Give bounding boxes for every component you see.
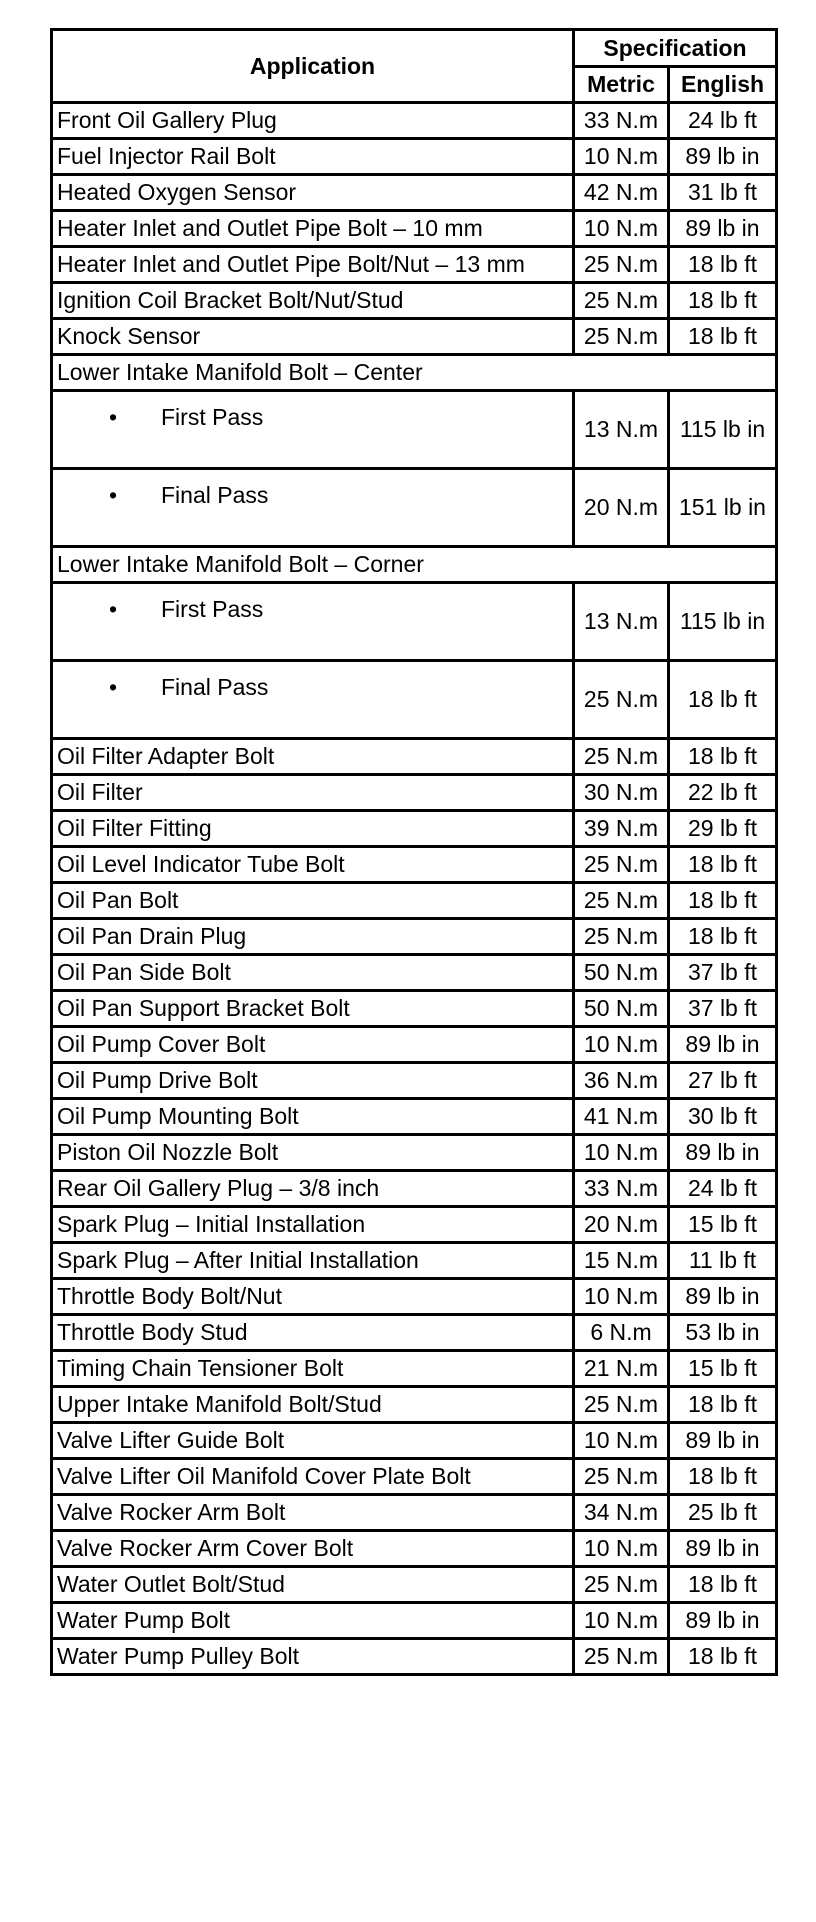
- application-cell: Water Outlet Bolt/Stud: [52, 1567, 574, 1603]
- english-value: 27 lb ft: [669, 1063, 777, 1099]
- table-row: [52, 1315, 777, 1351]
- application-cell: Oil Pan Drain Plug: [52, 919, 574, 955]
- section-row: [52, 547, 777, 583]
- metric-value: 10 N.m: [574, 1423, 669, 1459]
- metric-value: 20 N.m: [574, 1207, 669, 1243]
- application-cell: Front Oil Gallery Plug: [52, 103, 574, 139]
- english-value: 18 lb ft: [669, 1459, 777, 1495]
- english-value: 18 lb ft: [669, 1387, 777, 1423]
- table-row: [52, 955, 777, 991]
- header-specification: Specification: [574, 30, 777, 67]
- header-english: English: [669, 67, 777, 103]
- table-row: [52, 1423, 777, 1459]
- application-cell: Oil Filter Adapter Bolt: [52, 739, 574, 775]
- torque-spec-table: [50, 28, 778, 1676]
- english-value: 89 lb in: [669, 139, 777, 175]
- bullet-icon: •: [109, 482, 118, 508]
- table-row: [52, 211, 777, 247]
- table-row: [52, 1135, 777, 1171]
- metric-value: 15 N.m: [574, 1243, 669, 1279]
- table-row: [52, 1171, 777, 1207]
- table-row: [52, 1459, 777, 1495]
- metric-value: 39 N.m: [574, 811, 669, 847]
- english-value: 15 lb ft: [669, 1351, 777, 1387]
- bullet-icon: •: [109, 674, 118, 700]
- application-cell: Oil Level Indicator Tube Bolt: [52, 847, 574, 883]
- metric-value: 25 N.m: [574, 739, 669, 775]
- english-value: 18 lb ft: [669, 661, 777, 739]
- application-cell: Oil Pump Mounting Bolt: [52, 1099, 574, 1135]
- english-value: 89 lb in: [669, 1603, 777, 1639]
- metric-value: 21 N.m: [574, 1351, 669, 1387]
- metric-value: 25 N.m: [574, 1567, 669, 1603]
- header-metric: Metric: [574, 67, 669, 103]
- table-row: [52, 1531, 777, 1567]
- english-value: 30 lb ft: [669, 1099, 777, 1135]
- english-value: 18 lb ft: [669, 283, 777, 319]
- application-cell: Piston Oil Nozzle Bolt: [52, 1135, 574, 1171]
- sub-row: [52, 583, 777, 661]
- table-row: [52, 1495, 777, 1531]
- metric-value: 10 N.m: [574, 1135, 669, 1171]
- table-header: [52, 30, 777, 103]
- english-value: 15 lb ft: [669, 1207, 777, 1243]
- english-value: 89 lb in: [669, 1027, 777, 1063]
- application-cell: Oil Pan Support Bracket Bolt: [52, 991, 574, 1027]
- table-row: [52, 1243, 777, 1279]
- english-value: 89 lb in: [669, 1423, 777, 1459]
- english-value: 115 lb in: [669, 583, 777, 661]
- header-application: Application: [52, 30, 574, 103]
- application-cell: Knock Sensor: [52, 319, 574, 355]
- sub-application-label: First Pass: [161, 404, 264, 430]
- metric-value: 25 N.m: [574, 1639, 669, 1675]
- metric-value: 10 N.m: [574, 139, 669, 175]
- metric-value: 34 N.m: [574, 1495, 669, 1531]
- metric-value: 10 N.m: [574, 1027, 669, 1063]
- english-value: 24 lb ft: [669, 1171, 777, 1207]
- section-row: [52, 355, 777, 391]
- application-cell: Fuel Injector Rail Bolt: [52, 139, 574, 175]
- english-value: 22 lb ft: [669, 775, 777, 811]
- metric-value: 13 N.m: [574, 391, 669, 469]
- table-row: [52, 1567, 777, 1603]
- table-row: [52, 1063, 777, 1099]
- metric-value: 6 N.m: [574, 1315, 669, 1351]
- metric-value: 25 N.m: [574, 1459, 669, 1495]
- table-row: [52, 919, 777, 955]
- table-row: [52, 283, 777, 319]
- english-value: 31 lb ft: [669, 175, 777, 211]
- application-cell: Spark Plug – Initial Installation: [52, 1207, 574, 1243]
- table-row: [52, 739, 777, 775]
- english-value: 37 lb ft: [669, 991, 777, 1027]
- english-value: 18 lb ft: [669, 739, 777, 775]
- table-row: [52, 1603, 777, 1639]
- metric-value: 33 N.m: [574, 103, 669, 139]
- application-cell: Throttle Body Stud: [52, 1315, 574, 1351]
- metric-value: 20 N.m: [574, 469, 669, 547]
- sub-application-cell: [52, 469, 574, 547]
- metric-value: 25 N.m: [574, 1387, 669, 1423]
- application-cell: Upper Intake Manifold Bolt/Stud: [52, 1387, 574, 1423]
- table-row: [52, 991, 777, 1027]
- application-cell: Oil Filter: [52, 775, 574, 811]
- table-row: [52, 775, 777, 811]
- english-value: 18 lb ft: [669, 247, 777, 283]
- metric-value: 36 N.m: [574, 1063, 669, 1099]
- metric-value: 25 N.m: [574, 283, 669, 319]
- application-cell: Timing Chain Tensioner Bolt: [52, 1351, 574, 1387]
- metric-value: 50 N.m: [574, 955, 669, 991]
- metric-value: 50 N.m: [574, 991, 669, 1027]
- metric-value: 25 N.m: [574, 883, 669, 919]
- table-row: [52, 319, 777, 355]
- english-value: 29 lb ft: [669, 811, 777, 847]
- application-cell: Oil Pan Bolt: [52, 883, 574, 919]
- table-row: [52, 1387, 777, 1423]
- table-row: [52, 811, 777, 847]
- table-row: [52, 883, 777, 919]
- table-row: [52, 247, 777, 283]
- metric-value: 13 N.m: [574, 583, 669, 661]
- application-cell: Valve Rocker Arm Cover Bolt: [52, 1531, 574, 1567]
- english-value: 18 lb ft: [669, 319, 777, 355]
- metric-value: 25 N.m: [574, 661, 669, 739]
- table-row: [52, 175, 777, 211]
- english-value: 18 lb ft: [669, 1567, 777, 1603]
- sub-application-cell: [52, 391, 574, 469]
- application-cell: Heater Inlet and Outlet Pipe Bolt/Nut – 13 mm: [52, 247, 574, 283]
- table-body: [52, 103, 777, 1675]
- metric-value: 33 N.m: [574, 1171, 669, 1207]
- table-row: [52, 1351, 777, 1387]
- bullet-icon: •: [109, 404, 118, 430]
- application-cell: Heated Oxygen Sensor: [52, 175, 574, 211]
- english-value: 18 lb ft: [669, 1639, 777, 1675]
- sub-application-cell: [52, 583, 574, 661]
- sub-row: [52, 391, 777, 469]
- application-cell: Spark Plug – After Initial Installation: [52, 1243, 574, 1279]
- metric-value: 25 N.m: [574, 319, 669, 355]
- application-cell: Oil Pump Drive Bolt: [52, 1063, 574, 1099]
- application-cell: Rear Oil Gallery Plug – 3/8 inch: [52, 1171, 574, 1207]
- application-cell: Water Pump Bolt: [52, 1603, 574, 1639]
- table-row: [52, 1027, 777, 1063]
- english-value: 89 lb in: [669, 211, 777, 247]
- application-cell: Ignition Coil Bracket Bolt/Nut/Stud: [52, 283, 574, 319]
- english-value: 18 lb ft: [669, 847, 777, 883]
- english-value: 53 lb in: [669, 1315, 777, 1351]
- application-cell: Valve Lifter Oil Manifold Cover Plate Bolt: [52, 1459, 574, 1495]
- metric-value: 25 N.m: [574, 919, 669, 955]
- application-cell: Water Pump Pulley Bolt: [52, 1639, 574, 1675]
- metric-value: 25 N.m: [574, 247, 669, 283]
- english-value: 37 lb ft: [669, 955, 777, 991]
- metric-value: 42 N.m: [574, 175, 669, 211]
- sub-row: [52, 661, 777, 739]
- sub-application-label: First Pass: [161, 596, 264, 622]
- application-cell: Valve Lifter Guide Bolt: [52, 1423, 574, 1459]
- section-label: Lower Intake Manifold Bolt – Center: [52, 355, 777, 391]
- metric-value: 10 N.m: [574, 1603, 669, 1639]
- english-value: 89 lb in: [669, 1279, 777, 1315]
- sub-application-label: Final Pass: [161, 674, 269, 700]
- metric-value: 41 N.m: [574, 1099, 669, 1135]
- english-value: 24 lb ft: [669, 103, 777, 139]
- metric-value: 10 N.m: [574, 1531, 669, 1567]
- english-value: 18 lb ft: [669, 919, 777, 955]
- english-value: 115 lb in: [669, 391, 777, 469]
- application-cell: Heater Inlet and Outlet Pipe Bolt – 10 mm: [52, 211, 574, 247]
- table-row: [52, 103, 777, 139]
- english-value: 89 lb in: [669, 1531, 777, 1567]
- english-value: 89 lb in: [669, 1135, 777, 1171]
- metric-value: 10 N.m: [574, 211, 669, 247]
- application-cell: Oil Pump Cover Bolt: [52, 1027, 574, 1063]
- metric-value: 10 N.m: [574, 1279, 669, 1315]
- metric-value: 25 N.m: [574, 847, 669, 883]
- table-row: [52, 1207, 777, 1243]
- application-cell: Oil Pan Side Bolt: [52, 955, 574, 991]
- application-cell: Valve Rocker Arm Bolt: [52, 1495, 574, 1531]
- table-row: [52, 1639, 777, 1675]
- english-value: 11 lb ft: [669, 1243, 777, 1279]
- bullet-icon: •: [109, 596, 118, 622]
- section-label: Lower Intake Manifold Bolt – Corner: [52, 547, 777, 583]
- english-value: 25 lb ft: [669, 1495, 777, 1531]
- table-row: [52, 1279, 777, 1315]
- table-row: [52, 847, 777, 883]
- english-value: 151 lb in: [669, 469, 777, 547]
- sub-row: [52, 469, 777, 547]
- english-value: 18 lb ft: [669, 883, 777, 919]
- table-row: [52, 139, 777, 175]
- sub-application-cell: [52, 661, 574, 739]
- application-cell: Oil Filter Fitting: [52, 811, 574, 847]
- table-row: [52, 1099, 777, 1135]
- application-cell: Throttle Body Bolt/Nut: [52, 1279, 574, 1315]
- metric-value: 30 N.m: [574, 775, 669, 811]
- sub-application-label: Final Pass: [161, 482, 269, 508]
